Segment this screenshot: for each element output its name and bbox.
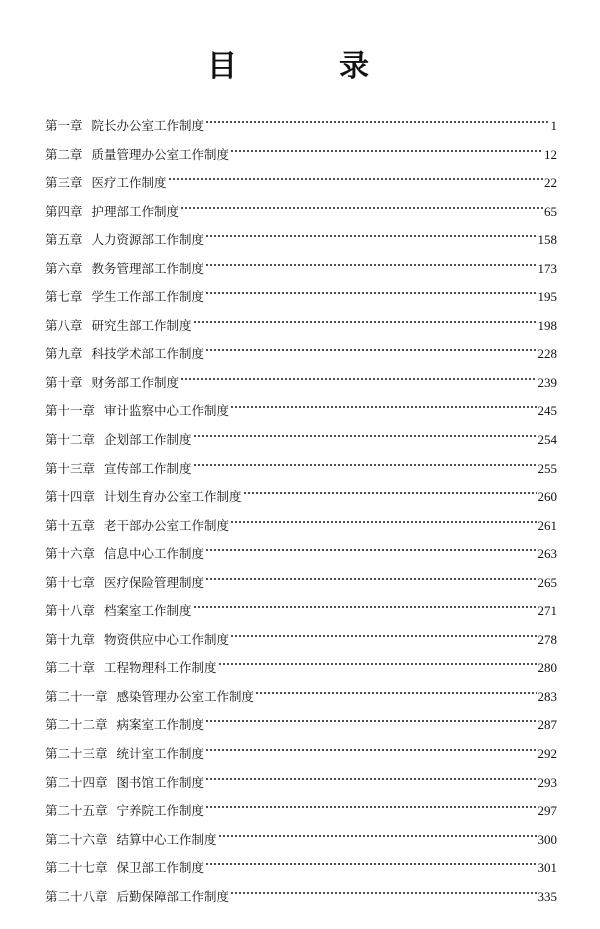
toc-dot-leader (205, 288, 536, 298)
toc-page-number: 292 (537, 746, 557, 762)
toc-chapter-number: 第十二章 (45, 432, 96, 448)
toc-chapter-number: 第二十七章 (45, 860, 108, 876)
toc-chapter-title: 科技学术部工作制度 (91, 346, 205, 362)
toc-dot-leader (230, 517, 536, 527)
toc-dot-leader (205, 716, 536, 726)
toc-dot-leader (205, 231, 536, 241)
toc-page-number: 335 (537, 888, 557, 904)
toc-page-number: 228 (537, 346, 557, 362)
toc-chapter-number: 第十七章 (45, 574, 96, 590)
toc-entry[interactable] (45, 512, 557, 541)
toc-chapter-title: 院长办公室工作制度 (91, 118, 205, 133)
toc-chapter-title: 宁养院工作制度 (116, 803, 205, 819)
toc-dot-leader (205, 345, 536, 355)
toc-entry[interactable] (45, 683, 557, 712)
toc-entry[interactable] (45, 740, 557, 769)
toc-dot-leader (205, 859, 536, 869)
toc-chapter-number: 第四章 (45, 203, 83, 219)
toc-chapter-number: 第九章 (45, 346, 83, 362)
toc-dot-leader (230, 888, 536, 898)
toc-chapter-number: 第二十一章 (45, 688, 108, 704)
toc-chapter-number: 第六章 (45, 260, 83, 276)
toc-chapter-title: 教务管理部工作制度 (91, 260, 205, 276)
toc-page-number: 263 (537, 546, 557, 562)
toc-chapter-title: 护理部工作制度 (91, 203, 180, 219)
toc-chapter-number: 第十九章 (45, 631, 96, 647)
toc-chapter-title: 信息中心工作制度 (104, 546, 205, 562)
toc-entry[interactable] (45, 483, 557, 512)
toc-dot-leader (243, 488, 537, 498)
toc-chapter-number: 第二十八章 (45, 888, 108, 904)
toc-dot-leader (205, 117, 549, 127)
toc-dot-leader (193, 460, 537, 470)
toc-chapter-number: 第十八章 (45, 603, 96, 619)
toc-dot-leader (205, 774, 536, 784)
toc-entry[interactable] (45, 854, 557, 883)
toc-chapter-number: 第二十三章 (45, 746, 108, 762)
toc-page-number: 198 (537, 317, 557, 333)
toc-page-number: 287 (537, 717, 557, 733)
toc-entry[interactable] (45, 397, 557, 426)
toc-entry[interactable] (45, 711, 557, 740)
toc-dot-leader (255, 688, 536, 698)
toc-entry[interactable] (45, 540, 557, 569)
toc-dot-leader (205, 260, 536, 270)
toc-dot-leader (218, 659, 537, 669)
toc-entry[interactable] (45, 141, 557, 170)
toc-entry[interactable] (45, 654, 557, 683)
toc-page-number: 158 (537, 232, 557, 248)
title-char-1: 目 (207, 49, 237, 84)
toc-chapter-title: 病案室工作制度 (116, 717, 205, 733)
toc-dot-leader (205, 745, 536, 755)
toc-chapter-title: 工程物理科工作制度 (104, 660, 217, 676)
toc-page-number: 297 (537, 803, 557, 819)
toc-page-number: 265 (537, 574, 557, 590)
toc-page-number: 12 (544, 146, 557, 162)
toc-chapter-title: 图书馆工作制度 (116, 774, 205, 790)
toc-chapter-number: 第十四章 (45, 489, 96, 505)
toc-entry[interactable] (45, 226, 557, 255)
toc-chapter-number: 第十一章 (45, 403, 96, 419)
toc-page-number: 293 (537, 774, 557, 790)
toc-entry[interactable] (45, 255, 557, 284)
toc-chapter-title: 医疗工作制度 (91, 175, 167, 191)
toc-page-number: 1 (550, 118, 557, 133)
toc-chapter-title: 保卫部工作制度 (116, 860, 205, 876)
toc-page-number: 254 (537, 432, 557, 448)
toc-chapter-number: 第十六章 (45, 546, 96, 562)
toc-entry[interactable] (45, 426, 557, 455)
toc-page-number: 65 (544, 203, 557, 219)
toc-page-number: 301 (537, 860, 557, 876)
toc-chapter-title: 财务部工作制度 (91, 374, 180, 390)
toc-chapter-number: 第二十四章 (45, 774, 108, 790)
title-char-2: 录 (339, 49, 369, 84)
toc-page-number: 271 (537, 603, 557, 619)
toc-chapter-number: 第十章 (45, 374, 83, 390)
toc-entry[interactable] (45, 769, 557, 798)
toc-entry[interactable] (45, 597, 557, 626)
toc-chapter-title: 物资供应中心工作制度 (104, 631, 230, 647)
toc-dot-leader (230, 146, 543, 156)
toc-chapter-title: 企划部工作制度 (104, 432, 192, 448)
toc-entry[interactable] (45, 198, 557, 227)
toc-chapter-title: 老干部办公室工作制度 (104, 517, 230, 533)
table-of-contents (45, 112, 557, 911)
toc-page-number: 283 (537, 688, 557, 704)
toc-dot-leader (218, 831, 537, 841)
toc-chapter-title: 计划生育办公室工作制度 (104, 489, 242, 505)
toc-chapter-number: 第八章 (45, 317, 83, 333)
toc-page-number: 22 (544, 175, 557, 191)
toc-chapter-number: 第二十章 (45, 660, 96, 676)
toc-page-number: 278 (537, 631, 557, 647)
toc-entry[interactable] (45, 797, 557, 826)
toc-page-number: 245 (537, 403, 557, 419)
toc-entry[interactable] (45, 455, 557, 484)
toc-chapter-number: 第五章 (45, 232, 83, 248)
toc-chapter-title: 审计监察中心工作制度 (104, 403, 230, 419)
toc-entry[interactable] (45, 312, 557, 341)
toc-chapter-title: 人力资源部工作制度 (91, 232, 205, 248)
toc-dot-leader (193, 602, 537, 612)
toc-dot-leader (193, 431, 537, 441)
toc-page-number: 260 (537, 489, 557, 505)
toc-entry[interactable] (45, 369, 557, 398)
toc-dot-leader (205, 802, 536, 812)
toc-entry[interactable] (45, 883, 557, 912)
toc-chapter-title: 感染管理办公室工作制度 (116, 688, 255, 704)
toc-dot-leader (205, 545, 536, 555)
toc-chapter-number: 第一章 (45, 118, 83, 133)
toc-entry[interactable] (45, 340, 557, 369)
toc-chapter-number: 第三章 (45, 175, 83, 191)
toc-chapter-number: 第二十五章 (45, 803, 108, 819)
toc-dot-leader (180, 374, 536, 384)
toc-chapter-title: 档案室工作制度 (104, 603, 192, 619)
toc-chapter-title: 质量管理办公室工作制度 (91, 146, 230, 162)
toc-entry[interactable] (45, 569, 557, 598)
toc-entry[interactable] (45, 112, 557, 141)
toc-chapter-title: 研究生部工作制度 (91, 317, 192, 333)
toc-page-number: 255 (537, 460, 557, 476)
toc-chapter-number: 第二十二章 (45, 717, 108, 733)
toc-chapter-title: 宣传部工作制度 (104, 460, 192, 476)
toc-chapter-number: 第十五章 (45, 517, 96, 533)
toc-dot-leader (230, 402, 536, 412)
toc-page-number: 300 (537, 831, 557, 847)
toc-entry[interactable] (45, 283, 557, 312)
toc-chapter-title: 后勤保障部工作制度 (116, 888, 230, 904)
toc-page-number: 280 (537, 660, 557, 676)
toc-chapter-title: 医疗保险管理制度 (104, 574, 205, 590)
toc-entry[interactable] (45, 826, 557, 855)
toc-page-number: 195 (537, 289, 557, 305)
toc-dot-leader (205, 574, 536, 584)
toc-entry[interactable] (45, 626, 557, 655)
toc-chapter-title: 统计室工作制度 (116, 746, 205, 762)
toc-dot-leader (168, 174, 543, 184)
page-title (0, 44, 600, 90)
toc-chapter-title: 结算中心工作制度 (116, 831, 217, 847)
toc-page-number: 239 (537, 374, 557, 390)
toc-chapter-number: 第二十六章 (45, 831, 108, 847)
toc-dot-leader (230, 631, 536, 641)
toc-dot-leader (193, 317, 537, 327)
toc-page-number: 173 (537, 260, 557, 276)
toc-chapter-title: 学生工作部工作制度 (91, 289, 205, 305)
toc-chapter-number: 第七章 (45, 289, 83, 305)
toc-dot-leader (180, 203, 543, 213)
toc-chapter-number: 第二章 (45, 146, 83, 162)
toc-entry[interactable] (45, 169, 557, 198)
toc-page-number: 261 (537, 517, 557, 533)
toc-chapter-number: 第十三章 (45, 460, 96, 476)
